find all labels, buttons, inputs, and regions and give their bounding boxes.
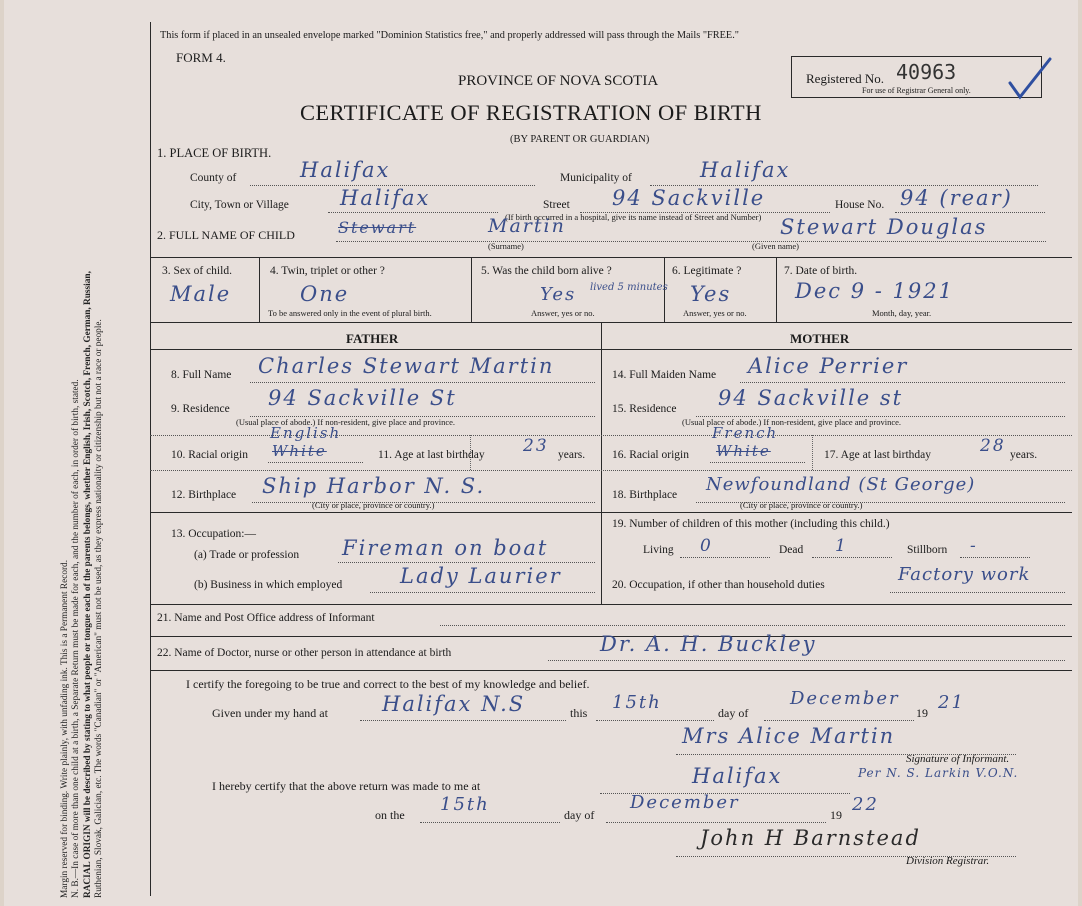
certificate-subtitle: (BY PARENT OR GUARDIAN) <box>510 134 650 145</box>
alive-extra: lived 5 minutes <box>590 282 668 293</box>
reg-day-value: 15th <box>440 794 490 815</box>
this-label: this <box>570 706 588 720</box>
given-place-value: Halifax N.S <box>382 692 526 716</box>
day-value: 15th <box>612 692 662 713</box>
stillborn-label: Stillborn <box>907 544 948 556</box>
father-name-value: Charles Stewart Martin <box>258 354 555 378</box>
father-racial-line <box>268 462 363 463</box>
certify-statement: I certify the foregoing to be true and correct to the best of my knowledge and belief. <box>186 677 590 691</box>
day-of-label: day of <box>718 706 749 720</box>
father-heading: FATHER <box>346 331 399 346</box>
mother-name-value: Alice Perrier <box>748 354 909 378</box>
father-age-unit: years. <box>558 449 586 461</box>
mother-birthplace-note: (City or place, province or country.) <box>740 500 863 510</box>
mother-heading: MOTHER <box>790 331 850 346</box>
surname-caption: (Surname) <box>488 241 524 251</box>
dead-value: 1 <box>835 536 848 556</box>
dead-label: Dead <box>779 544 804 556</box>
legitimate-label: 6. Legitimate ? <box>672 265 742 277</box>
municipality-label: Municipality of <box>560 172 632 184</box>
registered-number: 40963 <box>896 60 957 84</box>
rule-racial-bottom <box>150 470 1072 471</box>
hospital-note: (If birth occurred in a hospital, give its name instead of Street and Number) <box>505 212 762 222</box>
trade-value: Fireman on boat <box>342 536 549 560</box>
mother-racial-label: 16. Racial origin <box>612 449 689 461</box>
child-name-label: 2. FULL NAME OF CHILD <box>157 228 295 242</box>
registrar-statement: I hereby certify that the above return was made to me at <box>212 779 481 793</box>
street-value: 94 Sackville <box>612 186 766 210</box>
father-residence-note: (Usual place of abode.) If non-resident, give place and province. <box>236 417 456 427</box>
doctor-label: 22. Name of Doctor, nurse or other person in attendance at birth <box>157 647 452 659</box>
twin-note: To be answered only in the event of plural birth. <box>268 308 432 318</box>
form-number: FORM 4. <box>176 50 226 65</box>
mother-age-value: 28 <box>980 436 1006 456</box>
informant-label: 21. Name and Post Office address of Informant <box>157 612 375 624</box>
signature-caption: Signature of Informant. <box>906 753 1010 765</box>
margin-note-4: Ruthenian, Slovak, Galician, etc. The words "Canadian" or "American" must not be used, as they express nationality or citizenship but not a race or people. <box>93 319 104 898</box>
father-racial-label: 10. Racial origin <box>171 449 248 461</box>
business-line <box>370 592 595 593</box>
registered-label: Registered No. <box>806 71 884 86</box>
father-occupation-label: 13. Occupation:— <box>171 528 256 540</box>
house-label: House No. <box>835 199 885 211</box>
reg-year-prefix: 19 <box>830 808 842 822</box>
province-heading: PROVINCE OF NOVA SCOTIA <box>458 73 659 89</box>
birth-date-note: Month, day, year. <box>872 308 932 318</box>
child-surname-struck: Stewart <box>338 218 417 237</box>
mother-name-line <box>740 382 1065 383</box>
sex-value: Male <box>170 282 232 306</box>
reg-day-line <box>420 822 560 823</box>
rule-child-bottom <box>150 322 1072 323</box>
twin-label: 4. Twin, triplet or other ? <box>270 265 385 277</box>
rule-informant-top <box>150 604 1072 605</box>
margin-note-2: N. B.—In case of more than one child at a birth, a Separate Return must be made for each, and the number of each, in order of birth, stated. <box>71 379 82 898</box>
father-residence-label: 9. Residence <box>171 403 230 415</box>
county-value: Halifax <box>300 158 391 182</box>
mother-occupation-line <box>890 592 1065 593</box>
child-col-2 <box>471 257 472 322</box>
stillborn-value: - <box>970 536 978 556</box>
business-value: Lady Laurier <box>400 564 562 588</box>
mother-occupation-value: Factory work <box>898 564 1031 585</box>
twin-value: One <box>300 282 350 306</box>
reg-month-value: December <box>630 792 740 813</box>
children-label: 19. Number of children of this mother (including this child.) <box>612 518 890 530</box>
mother-birthplace-value: Newfoundland (St George) <box>706 474 976 495</box>
father-age-label: 11. Age at last birthday <box>378 449 485 461</box>
alive-value: Yes <box>540 284 577 305</box>
child-col-1 <box>259 257 260 322</box>
per-note: Per N. S. Larkin V.O.N. <box>858 766 1019 780</box>
margin-note-1: Margin reserved for binding. Write plainly, with unfading ink. This is a Permanent Record. <box>60 559 70 898</box>
living-value: 0 <box>700 536 713 556</box>
city-line <box>328 212 498 213</box>
legitimate-value: Yes <box>690 282 732 306</box>
registrar-caption: Division Registrar. <box>906 855 990 867</box>
mother-residence-note: (Usual place of abode.) If non-resident, give place and province. <box>682 417 902 427</box>
county-label: County of <box>190 172 237 184</box>
doctor-value: Dr. A. H. Buckley <box>600 632 817 656</box>
business-label: (b) Business in which employed <box>194 579 343 591</box>
registrar-signature: John H Barnstead <box>700 826 921 850</box>
father-name-line <box>250 382 595 383</box>
alive-note: Answer, yes or no. <box>531 308 595 318</box>
mother-occupation-label: 20. Occupation, if other than household duties <box>612 579 825 591</box>
mother-age-unit: years. <box>1010 449 1038 461</box>
rule-certify-top <box>150 670 1072 671</box>
mother-name-label: 14. Full Maiden Name <box>612 369 717 381</box>
given-caption: (Given name) <box>752 241 799 251</box>
birth-date-label: 7. Date of birth. <box>784 265 858 277</box>
informant-signature: Mrs Alice Martin <box>682 724 896 748</box>
mother-residence-label: 15. Residence <box>612 403 677 415</box>
trade-line <box>338 562 595 563</box>
father-birthplace-value: Ship Harbor N. S. <box>262 474 486 498</box>
child-given-value: Stewart Douglas <box>780 215 988 239</box>
birth-date-value: Dec 9 - 1921 <box>795 279 954 303</box>
margin-notes <box>60 18 105 898</box>
child-col-4 <box>776 257 777 322</box>
father-racial-struck: White <box>272 442 327 460</box>
dead-line <box>812 557 892 558</box>
municipality-value: Halifax <box>700 158 791 182</box>
month-value: December <box>790 688 900 709</box>
rule-child-top <box>150 257 1072 258</box>
reg-month-line <box>606 822 826 823</box>
father-birthplace-note: (City or place, province or country.) <box>312 500 435 510</box>
year-value: 21 <box>938 692 965 713</box>
living-line <box>680 557 770 558</box>
house-value: 94 (rear) <box>900 186 1013 210</box>
father-residence-value: 94 Sackville St <box>268 386 457 410</box>
mother-racial-line <box>710 462 805 463</box>
occupation-divider <box>601 512 602 604</box>
day-line <box>596 720 714 721</box>
left-border <box>150 22 151 896</box>
reg-year-value: 22 <box>852 794 879 815</box>
mother-racial-struck: White <box>716 442 771 460</box>
given-place-line <box>360 720 566 721</box>
stillborn-line <box>960 557 1030 558</box>
registrar-place-value: Halifax <box>692 764 783 788</box>
rule-parents-top <box>150 349 1072 350</box>
month-line <box>764 720 914 721</box>
alive-label: 5. Was the child born alive ? <box>481 265 612 277</box>
place-of-birth-label: 1. PLACE OF BIRTH. <box>157 146 272 160</box>
house-line <box>895 212 1045 213</box>
reg-day-of-label: day of <box>564 808 595 822</box>
child-surname-value: Martin <box>488 215 566 237</box>
mother-age-label: 17. Age at last birthday <box>824 449 931 461</box>
father-birthplace-label: 12. Birthplace <box>171 489 237 501</box>
informant-line <box>440 625 1065 626</box>
mother-racial-value: French <box>712 424 779 442</box>
street-label: Street <box>543 199 570 211</box>
registrar-general-note: For use of Registrar General only. <box>862 86 971 95</box>
on-the-label: on the <box>375 808 405 822</box>
envelope-note: This form if placed in an unsealed envelope marked "Dominion Statistics free," and properly addressed will pass through the Mails "FREE." <box>160 30 740 41</box>
father-name-label: 8. Full Name <box>171 369 232 381</box>
living-label: Living <box>643 544 674 556</box>
city-label: City, Town or Village <box>190 199 289 211</box>
mother-age-divider <box>812 435 813 470</box>
father-racial-value: English <box>270 424 342 442</box>
doctor-line <box>548 660 1065 661</box>
mother-birthplace-label: 18. Birthplace <box>612 489 678 501</box>
rule-parents-bottom <box>150 512 1072 513</box>
city-value: Halifax <box>340 186 431 210</box>
legitimate-note: Answer, yes or no. <box>683 308 747 318</box>
given-label: Given under my hand at <box>212 706 328 720</box>
child-name-line <box>336 241 1046 242</box>
father-age-value: 23 <box>523 436 549 456</box>
check-mark-icon <box>1006 55 1054 103</box>
year-prefix: 19 <box>916 706 928 720</box>
margin-note-3: RACIAL ORIGIN will be described by stating to what people or tongue each of the parents belongs, whether English, Irish, Scotch, French, German, Russian, <box>82 271 93 898</box>
certificate-title: CERTIFICATE OF REGISTRATION OF BIRTH <box>300 100 762 125</box>
mother-residence-value: 94 Sackville st <box>718 386 904 410</box>
trade-label: (a) Trade or profession <box>194 549 300 561</box>
parents-divider <box>601 322 602 512</box>
sex-label: 3. Sex of child. <box>162 265 232 277</box>
